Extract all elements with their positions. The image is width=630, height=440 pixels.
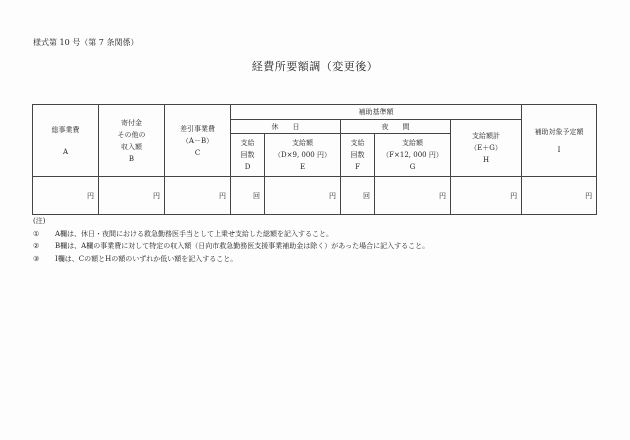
night-count-header: 支給 回数 F <box>341 134 375 177</box>
holiday-amount-header: 支給額 （D×9, 000 円） E <box>265 134 341 177</box>
night-header: 夜 間 <box>341 120 451 134</box>
table-row <box>33 177 597 215</box>
planned-subsidy-header: 補助対象予定額 I <box>522 105 597 177</box>
document-title: 経費所要額調（変更後） <box>251 60 379 73</box>
total-pay-cell[interactable]: 円 <box>451 177 522 215</box>
notes-heading: (注) <box>33 217 46 225</box>
total-cost-cell[interactable]: 円 <box>33 177 99 215</box>
other-income-header: 寄付金 その他の 収入額 B <box>99 105 165 177</box>
holiday-header: 休 日 <box>231 120 341 134</box>
note-item: ① A欄は、休日・夜間における救急勤務医手当として上乗せ支給した総額を記入すること。 <box>33 229 334 238</box>
notes <box>33 215 429 265</box>
net-cost-cell[interactable]: 円 <box>165 177 231 215</box>
form-number: 様式第 10 号（第 7 条関係） <box>33 38 139 47</box>
night-amount-header: 支給額 （F×12, 000 円） G <box>375 134 451 177</box>
subsidy-standard-header: 補助基準額 <box>231 105 522 120</box>
night-count-cell[interactable]: 回 <box>341 177 375 215</box>
expense-table <box>32 104 597 215</box>
total-cost-header: 総事業費 A <box>33 105 99 177</box>
holiday-count-header: 支給 回数 D <box>231 134 265 177</box>
night-amount-cell[interactable]: 円 <box>375 177 451 215</box>
planned-subsidy-cell[interactable]: 円 <box>522 177 597 215</box>
other-income-cell[interactable]: 円 <box>99 177 165 215</box>
total-pay-header: 支給額計 （E＋G） H <box>451 120 522 177</box>
net-cost-header: 差引事業費 （A－B） C <box>165 105 231 177</box>
note-item: ③ I欄は、Cの額とHの額のいずれか低い額を記入すること。 <box>33 254 238 263</box>
holiday-amount-cell[interactable]: 円 <box>265 177 341 215</box>
holiday-count-cell[interactable]: 回 <box>231 177 265 215</box>
note-item: ② B欄は、A欄の事業費に対して特定の収入額（日向市救急勤務医支援事業補助金は除く）があった場合に記入すること。 <box>33 242 430 250</box>
